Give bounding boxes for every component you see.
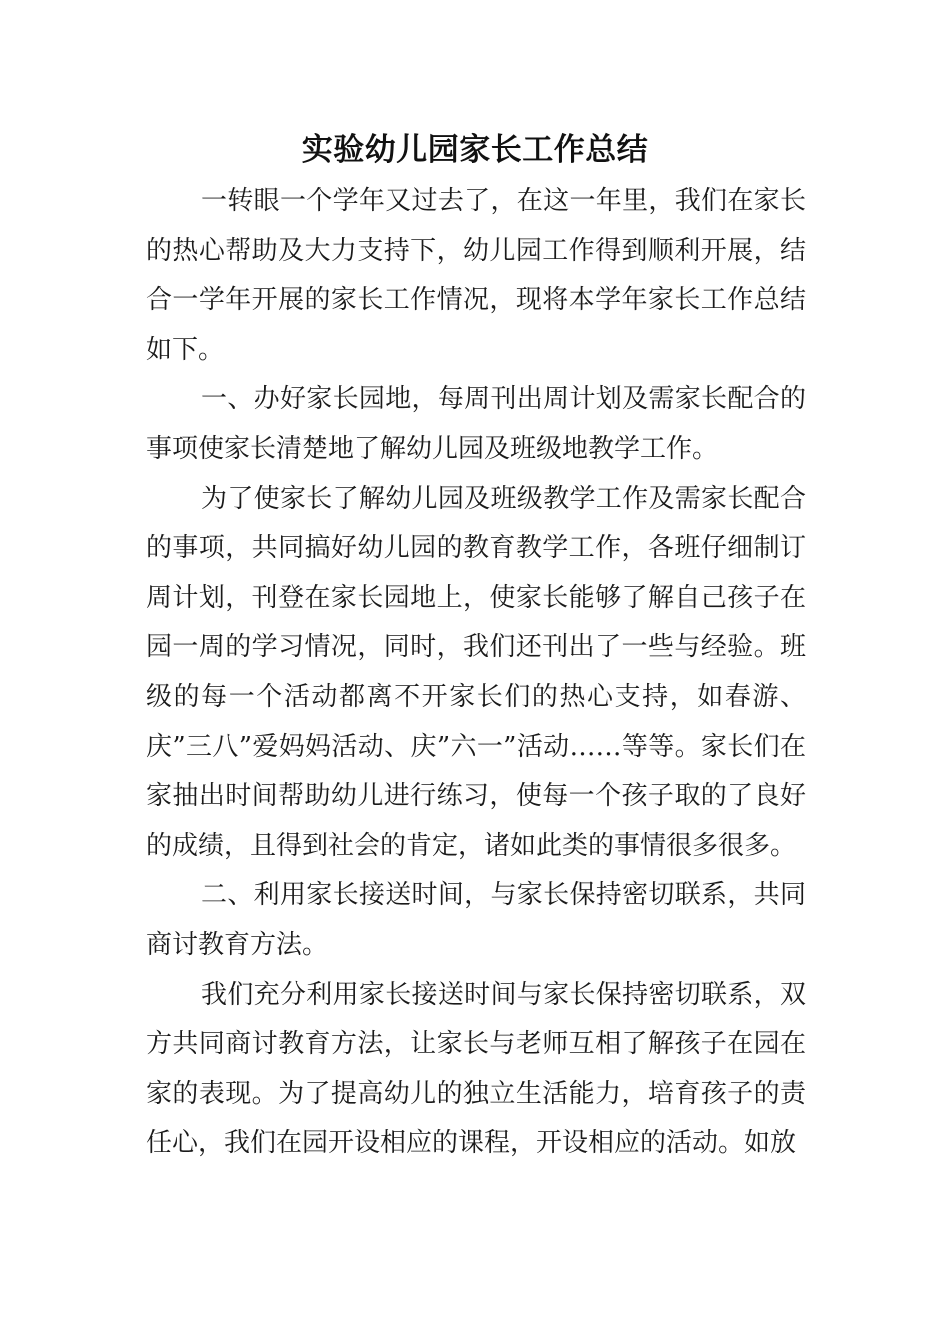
document-body (146, 177, 806, 1169)
paragraph-section-2-body: 我们充分利用家长接送时间与家长保持密切联系，双方共同商讨教育方法，让家长与老师互相了解孩子在园在家的表现。为了提高幼儿的独立生活能力，培育孩子的责任心，我们在园开设相应的课程，开设相应的活动。如放 (146, 979, 806, 1159)
document-title: 实验幼儿园家长工作总结 (301, 132, 649, 168)
paragraph-intro: 一转眼一个学年又过去了，在这一年里，我们在家长的热心帮助及大力支持下，幼儿园工作得到顺利开展，结合一学年开展的家长工作情况，现将本学年家长工作总结如下。 (146, 186, 806, 365)
paragraph-section-1-heading: 一、办好家长园地，每周刊出周计划及需家长配合的事项使家长清楚地了解幼儿园及班级地教学工作。 (146, 384, 806, 464)
paragraph-section-1-body: 为了使家长了解幼儿园及班级教学工作及需家长配合的事项，共同搞好幼儿园的教育教学工作，各班仔细制订周计划，刊登在家长园地上，使家长能够了解自己孩子在园一周的学习情况，同时，我们还刊出了一些与经验。班级的每一个活动都离不开家长们的热心支持，如春游、庆”三八”爱妈妈活动、庆”六一”活动……等等。家长们在家抽出时间帮助幼儿进行练习，使每一个孩子取的了良好的成绩，且得到社会的肯定，诸如此类的事情很多很多。 (146, 483, 806, 861)
paragraph-section-2-heading: 二、利用家长接送时间，与家长保持密切联系，共同商讨教育方法。 (146, 880, 806, 960)
